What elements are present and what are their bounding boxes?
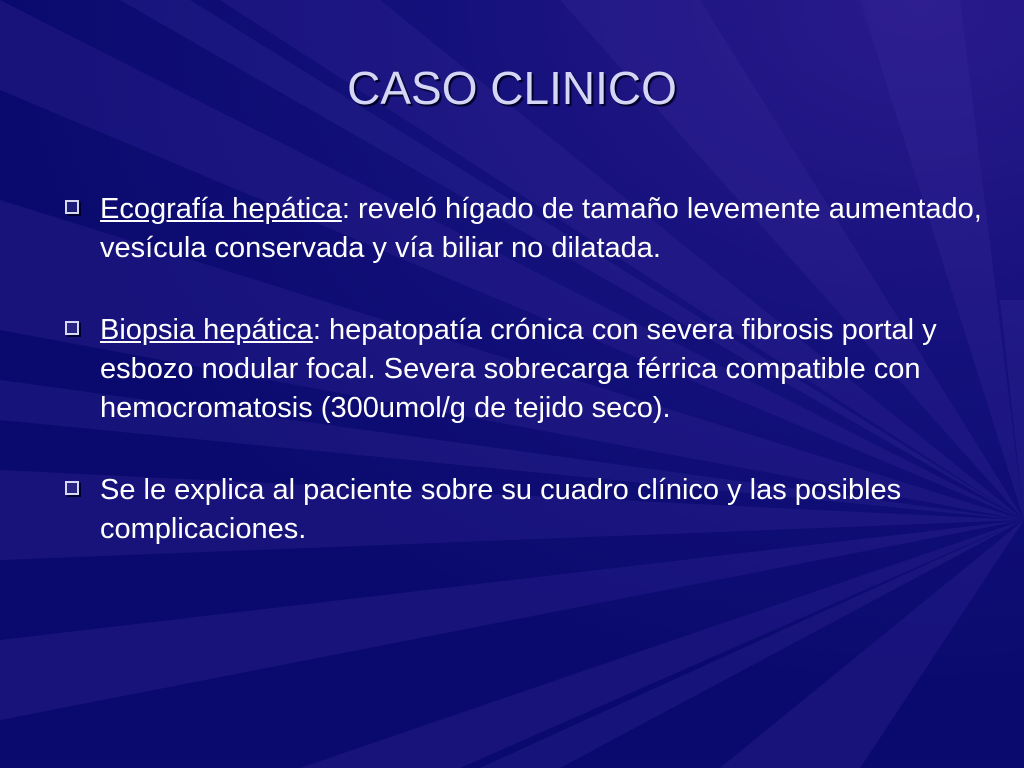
bullet-term: Ecografía hepática: [100, 193, 342, 225]
bullet-text: : reveló hígado de tamaño levemente aumentado, vesícula conservada y vía biliar no dilatada.: [100, 193, 982, 264]
checkbox-bullet-icon: [65, 321, 79, 335]
bullet-text: Se le explica al paciente sobre su cuadro clínico y las posibles complicaciones.: [100, 474, 902, 545]
bullet-explicacion: [62, 471, 982, 549]
checkbox-bullet-icon: [65, 481, 79, 495]
bullet-text: : hepatopatía crónica con severa fibrosis portal y esbozo nodular focal. Severa sobrecarga férrica compatible con hemocromatosis (300umol/g de tejido seco).: [100, 314, 937, 424]
bullet-list: [62, 190, 982, 592]
slide-title: CASO CLINICO: [347, 62, 677, 114]
bullet-ecografia: [62, 190, 982, 268]
bullet-term: Biopsia hepática: [100, 314, 313, 346]
checkbox-bullet-icon: [65, 200, 79, 214]
bullet-biopsia: [62, 311, 982, 428]
